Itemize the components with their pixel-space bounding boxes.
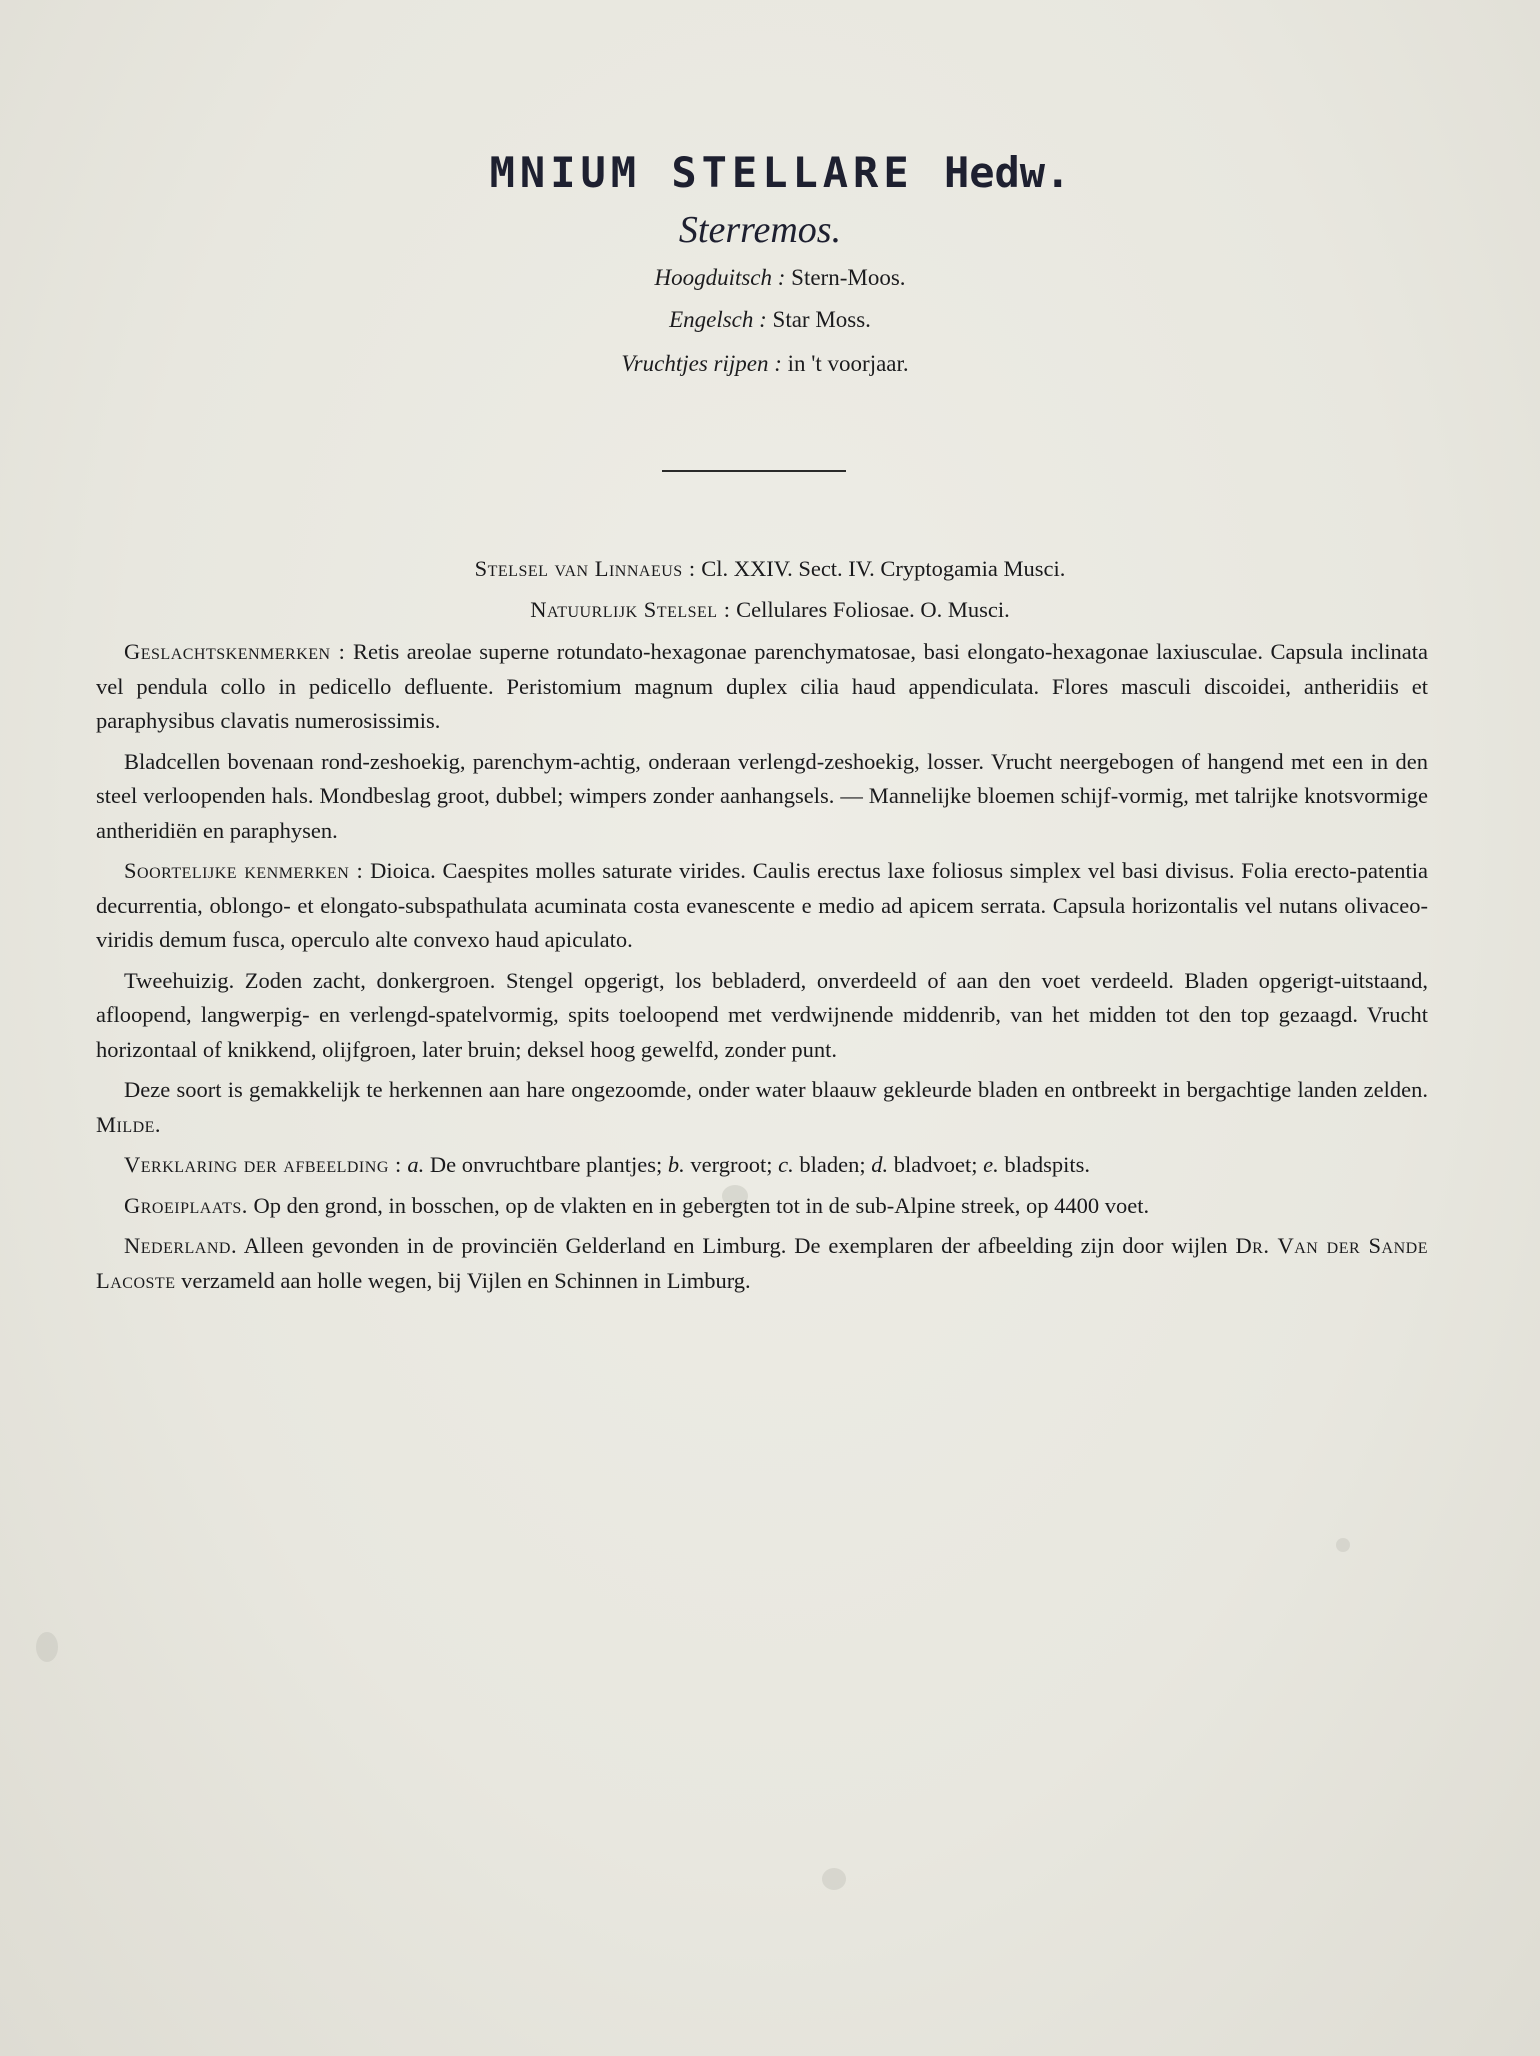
english-label: Engelsch : [669, 307, 767, 332]
natural-system-line [0, 597, 1540, 623]
explanation-a-text: De onvruchtbare plantjes; [429, 1152, 663, 1177]
english-value: Star Moss. [772, 307, 871, 332]
german-name-line [0, 265, 1540, 291]
page-title [0, 148, 1540, 197]
paper-spot [822, 1868, 846, 1890]
explanation-paragraph [96, 1148, 1428, 1183]
species-latin-text: Dioica. Caespites molles saturate virides. Caulis erectus laxe foliosus simplex vel basi divisus. Folia erecto-patentia decurrentia, oblongo- et elongato-subspathulata acuminata costa evanescente e medio ad apicem serrata. Capsula horizontalis vel nutans olivaceo-viridis demum fusca, operculo alte convexo haud apiculato. [96, 858, 1429, 952]
genus-label: Geslachtskenmerken : [124, 639, 346, 664]
fruiting-label: Vruchtjes rijpen : [621, 351, 782, 376]
natural-system-label: Natuurlijk Stelsel : [530, 597, 731, 622]
fruiting-value: in 't voorjaar. [787, 351, 909, 376]
explanation-b-letter: b. [667, 1152, 685, 1177]
genus-dutch-paragraph: Bladcellen bovenaan rond-zeshoekig, parenchym-achtig, onderaan verlengd-zeshoekig, losser. Vrucht neergebogen of hangend met een in den steel verloopenden hals. Mondbeslag groot, dubbel; wimpers zonder aanhangsels. — Mannelijke bloemen schijf-vormig, met talrijke knotsvormige antheridiën en paraphysen. [96, 748, 1428, 843]
netherlands-text-2: verzameld aan holle wegen, bij Vijlen en Schinnen in Limburg. [181, 1267, 751, 1293]
explanation-e-letter: e. [983, 1152, 999, 1177]
species-name: MNIUM STELLARE [489, 148, 914, 197]
description-body [96, 635, 1428, 1298]
explanation-c-text: bladen; [799, 1152, 866, 1177]
collector-name: Dr. Van der Sande Lacoste [96, 1233, 1428, 1293]
netherlands-label: Nederland. [124, 1233, 238, 1258]
linnaeus-label: Stelsel van Linnaeus : [474, 556, 696, 581]
habitat-text: Op den grond, in bosschen, op de vlakten en in gebergten tot in de sub-Alpine streek, op 4400 voet. [253, 1192, 1150, 1218]
netherlands-text-1: Alleen gevonden in de provinciën Gelderland en Limburg. De exemplaren der afbeelding zijn door wijlen [243, 1233, 1228, 1258]
note-author: Milde. [96, 1111, 162, 1137]
species-latin-paragraph [96, 854, 1428, 958]
note-text: Deze soort is gemakkelijk te herkennen aan hare ongezoomde, onder water blaauw gekleurde bladen en ontbreekt in bergachtige landen zelden. [124, 1077, 1428, 1102]
species-author: Hedw. [943, 148, 1071, 197]
genus-latin-paragraph [96, 635, 1428, 739]
genus-latin-text: Retis areolae superne rotundato-hexagonae parenchymatosae, basi elongato-hexagonae laxiusculae. Capsula inclinata vel pendula collo in pedicello defluente. Peristomium magnum duplex cilia haud appendiculata. Flores masculi discoidei, antheridiis et paraphysibus clavatis numerosissimis. [96, 639, 1428, 733]
netherlands-paragraph [96, 1229, 1428, 1298]
habitat-paragraph [96, 1189, 1428, 1224]
german-value: Stern-Moos. [791, 265, 906, 290]
note-paragraph [96, 1073, 1428, 1142]
explanation-a-letter: a. [407, 1152, 425, 1177]
fruiting-line [0, 351, 1530, 377]
habitat-label: Groeiplaats. [124, 1192, 248, 1218]
explanation-label: Verklaring der afbeelding : [124, 1152, 402, 1177]
linnaeus-line [0, 556, 1540, 582]
explanation-e-text: bladspits. [1004, 1152, 1090, 1177]
header-divider [662, 470, 846, 472]
paper-spot [1336, 1538, 1350, 1552]
linnaeus-value: Cl. XXIV. Sect. IV. Cryptogamia Musci. [701, 556, 1066, 581]
species-dutch-paragraph: Tweehuizig. Zoden zacht, donkergroen. Stengel opgerigt, los bebladerd, onverdeeld of aan den voet verdeeld. Bladen opgerigt-uitstaand, afloopend, langwerpig- en verlengd-spatelvormig, spits toeloopend met verdwijnende middenrib, van het midden tot den top gezaagd. Vrucht horizontaal of knikkend, olijfgroen, later bruin; deksel hoog gewelfd, zonder punt. [96, 967, 1428, 1062]
paper-spot [36, 1632, 58, 1662]
explanation-c-letter: c. [778, 1152, 794, 1177]
explanation-d-text: bladvoet; [893, 1152, 978, 1177]
dutch-common-name: Sterremos. [678, 209, 842, 251]
species-label: Soortelijke kenmerken : [124, 858, 364, 883]
explanation-b-text: vergroot; [690, 1152, 773, 1177]
german-label: Hoogduitsch : [654, 265, 786, 290]
english-name-line [0, 307, 1540, 333]
explanation-d-letter: d. [871, 1152, 889, 1177]
natural-system-value: Cellulares Foliosae. O. Musci. [736, 597, 1010, 622]
